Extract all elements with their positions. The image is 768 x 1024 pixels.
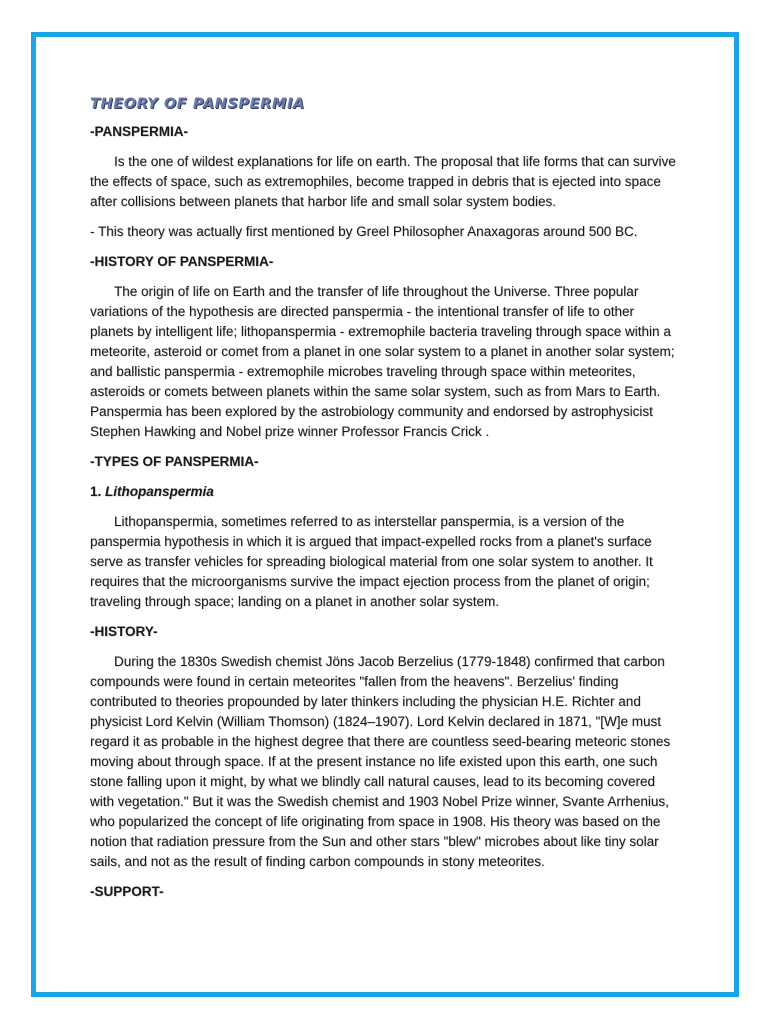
section-heading-panspermia: -PANSPERMIA- xyxy=(90,124,189,139)
section-heading-types: -TYPES OF PANSPERMIA- xyxy=(90,454,259,469)
paragraph-panspermia: Is the one of wildest explanations for life on earth. The proposal that life forms that can survive the effects of space, such as extremophiles, become trapped in debris that is ejected into space after collisions between planets that harbor life and small solar system bodies. xyxy=(90,154,676,209)
item-label: Lithopanspermia xyxy=(105,484,214,499)
document-title: THEORY OF PANSPERMIA xyxy=(90,96,305,112)
document-body xyxy=(90,94,680,912)
paragraph-history: During the 1830s Swedish chemist Jöns Jacob Berzelius (1779-1848) confirmed that carbon compounds were found in certain meteorites "fallen from the heavens". Berzelius' finding contributed to theories propounded by later thinkers including the physician H.E. Richter and physicist Lord Kelvin (William Thomson) (1824–1907). Lord Kelvin declared in 1871, "[W]e must regard it as probable in the highest degree that there are countless seed-bearing meteoric stones moving about through space. If at the present instance no life existed upon this earth, one such stone falling upon it might, by what we blindly call natural causes, lead to its becoming covered with vegetation." But it was the Swedish chemist and 1903 Nobel Prize winner, Svante Arrhenius, who popularized the concept of life originating from space in 1908. His theory was based on the notion that radiation pressure from the Sun and other stars "blew" microbes about like tiny solar sails, and not as the result of finding carbon compounds in stony meteorites. xyxy=(90,654,671,869)
paragraph-lithopanspermia: Lithopanspermia, sometimes referred to as interstellar panspermia, is a version of the panspermia hypothesis in which it is argued that impact-expelled rocks from a planet's surface serve as transfer vehicles for spreading biological material from one solar system to another. It requires that the microorganisms survive the impact ejection process from the planet of origin; traveling through space; landing on a planet in another solar system. xyxy=(90,514,653,609)
section-heading-history: -HISTORY- xyxy=(90,624,158,639)
paragraph-history-of-panspermia: The origin of life on Earth and the transfer of life throughout the Universe. Three popular variations of the hypothesis are directed panspermia - the intentional transfer of life to other planets by intelligent life; lithopanspermia - extremophile bacteria traveling through space within a meteorite, asteroid or comet from a planet in one solar system to a planet in another solar system; and ballistic panspermia - extremophile microbes traveling through space within meteorites, asteroids or comets between planets within the same solar system, such as from Mars to Earth. Panspermia has been explored by the astrobiology community and endorsed by astrophysicist Stephen Hawking and Nobel prize winner Professor Francis Crick . xyxy=(90,284,675,439)
item-number: 1. xyxy=(90,484,102,499)
section-heading-support: -SUPPORT- xyxy=(90,884,164,899)
note-anaxagoras: - This theory was actually first mentioned by Greel Philosopher Anaxagoras around 500 BC. xyxy=(90,224,638,239)
section-heading-history-of-panspermia: -HISTORY OF PANSPERMIA- xyxy=(90,254,274,269)
numbered-subheading-lithopanspermia xyxy=(90,482,680,502)
